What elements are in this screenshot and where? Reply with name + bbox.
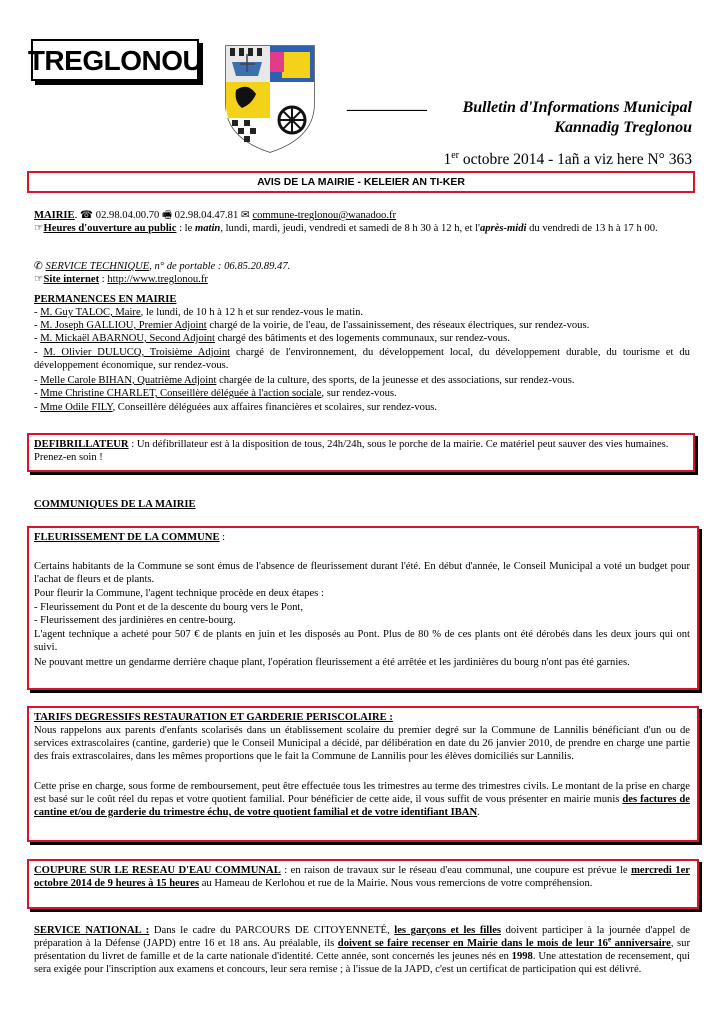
fleurissement-p3: - Fleurissement du Pont et de la descente du bourg vers le Pont, — [34, 602, 304, 613]
fax-icon: 🖷 — [162, 210, 173, 221]
bulletin-subtitle: Kannadig Treglonou — [554, 119, 692, 136]
permanence-item: - M. Olivier DULUCQ, Troisième Adjoint chargé de l'environnement, du développement local, du développement durable, du tourisme et du développement économique, sur rendez-vous. — [34, 347, 690, 371]
permanence-item: - Mme Odile FILY, Conseillère déléguées aux affaires financières et scolaires, sur rendez-vous. — [34, 402, 438, 413]
town-title-box — [27, 39, 203, 81]
mairie-contact-line: MAIRIE. ☎ 02.98.04.00.70 🖷 02.98.04.47.81 ✉ commune-treglonou@wanadoo.fr — [34, 210, 397, 221]
mobile-phone-icon: ✆ — [34, 261, 43, 272]
town-title: TREGLONOU — [27, 44, 203, 76]
email-icon: ✉ — [240, 210, 250, 221]
service-technique-line: ✆ SERVICE TECHNIQUE, n° de portable : 06.85.20.89.47. — [34, 261, 291, 272]
fleurissement-heading: FLEURISSEMENT DE LA COMMUNE : — [34, 532, 226, 543]
permanence-item: - M. Mickaël ABARNOU, Second Adjoint chargé des bâtiments et des logements communaux, sur rendez-vous. — [34, 333, 510, 344]
website-link[interactable]: http://www.treglonou.fr — [107, 274, 208, 285]
issue-line: 1er octobre 2014 - 1añ a viz here N° 363 — [443, 149, 692, 168]
avis-banner — [27, 171, 695, 193]
avis-banner-text: AVIS DE LA MAIRIE - KELEIER AN TI-KER — [257, 176, 465, 188]
opening-hours: ☞Heures d'ouverture au public : le matin, lundi, mardi, jeudi, vendredi et samedi de 8 h 30 à 12 h, et l'après-midi du vendredi de 13 h à 17 h 00. — [34, 223, 658, 234]
fleurissement-p6: Ne pouvant mettre un gendarme derrière chaque plant, l'opération fleurissement a été arrêtée et les jardinières du bourg n'ont pas été garnies. — [34, 657, 630, 668]
fleurissement-p2: Pour fleurir la Commune, l'agent technique procède en deux étapes : — [34, 588, 324, 599]
coupure-text: COUPURE SUR LE RESEAU D'EAU COMMUNAL : en raison de travaux sur le réseau d'eau communal, une coupure est prévue le mercredi 1er octobre 2014 de 9 heures à 15 heures au Hameau de Kerlohou et rue de la Mairie. Nous vous remercions de votre compréhension. — [34, 865, 690, 889]
permanence-item: - Mme Christine CHARLET, Conseillère déléguée à l'action sociale, sur rendez-vous. — [34, 388, 397, 399]
permanences-heading: PERMANENCES EN MAIRIE — [34, 294, 177, 305]
fleurissement-p1: Certains habitants de la Commune se sont émus de l'absence de fleurissement durant l'été. En début d'année, le Conseil Municipal a voté un budget pour l'achat de fleurs et de plants. — [34, 561, 690, 585]
permanence-item: - M. Joseph GALLIOU, Premier Adjoint chargé de la voirie, de l'eau, de l'assainissement, des réseaux électriques, sur rendez-vous. — [34, 320, 590, 331]
phone-number: 02.98.04.00.70 — [95, 210, 160, 221]
website-line: ☞Site internet : http://www.treglonou.fr — [34, 274, 208, 285]
mairie-label: MAIRIE — [34, 210, 75, 221]
fleurissement-p4: - Fleurissement des jardinières en centre-bourg. — [34, 615, 236, 626]
pointing-hand-icon: ☞ — [34, 274, 44, 285]
tarifs-heading: TARIFS DEGRESSIFS RESTAURATION ET GARDERIE PERISCOLAIRE : — [34, 712, 393, 723]
tarifs-p2: Cette prise en charge, sous forme de remboursement, peut être effectuée tous les trimestres au terme des trimestres civils. Le montant de la prise en charge est basé sur le coût réel du repas et votre quotient familial. Pour bénéficier de cette aide, il vous suffit de vous présenter en mairie munis des factures de cantine et/ou de garderie du trimestre échu, de votre quotient familial et de votre identifiant IBAN. — [34, 781, 690, 818]
communiques-heading: COMMUNIQUES DE LA MAIRIE — [34, 499, 196, 510]
coat-of-arms-logo — [222, 42, 318, 154]
bulletin-title: Bulletin d'Informations Municipal — [462, 99, 692, 116]
blank-line: __________ — [348, 96, 428, 113]
service-national-text: SERVICE NATIONAL : Dans le cadre du PARCOURS DE CITOYENNETÉ, les garçons et les filles doivent participer à la journée d'appel de préparation à la Défense (JAPD) entre 16 et 18 ans. Au préalable, ils doivent se faire recenser en Mairie dans le mois de leur 16e anniversaire, sur présentation du livret de famille et de la carte nationale d'identité. Cette année, sont concernés les jeunes nés en 1998. Une attestation de recensement, qui sera exigée pour l'inscription aux examens et concours, leur sera remise ; à l'issue de la JAPD, c'est un certificat de participation qui est délivré. — [34, 925, 690, 975]
fleurissement-p5: L'agent technique a acheté pour 507 € de plants en juin et les disposés au Pont. Plus de 80 % de ces plants ont été dérobés dans les deux jours qui ont suivi. — [34, 629, 690, 653]
pointing-hand-icon: ☞ — [34, 223, 44, 234]
permanence-item: - Melle Carole BIHAN, Quatrième Adjoint chargée de la culture, des sports, de la jeunesse et des associations, sur rendez-vous. — [34, 375, 575, 386]
phone-icon: ☎ — [79, 210, 94, 221]
tarifs-p1: Nous rappelons aux parents d'enfants scolarisés dans un établissement scolaire du premier degré sur la Commune de Lannilis bénéficiant d'un ou de services extrascolaires (cantine, garderie) que le Conseil Municipal a décidé, par délibération en date du 26 janvier 2010, de prendre en charge une partie des frais extrascolaires, dans les mêmes proportions que le fait la Commune de Lannilis pour les élèves domiciliés sur Lannilis. — [34, 725, 690, 762]
email-link[interactable]: commune-treglonou@wanadoo.fr — [252, 210, 397, 221]
permanence-item: - M. Guy TALOC, Maire, le lundi, de 10 h à 12 h et sur rendez-vous le matin. — [34, 307, 364, 318]
defibrillateur-text: DEFIBRILLATEUR : Un défibrillateur est à la disposition de tous, 24h/24h, sous le porche de la mairie. Ce matériel peut sauver des vies humaines. Prenez-en soin ! — [34, 439, 669, 463]
fax-number: 02.98.04.47.81 — [174, 210, 239, 221]
